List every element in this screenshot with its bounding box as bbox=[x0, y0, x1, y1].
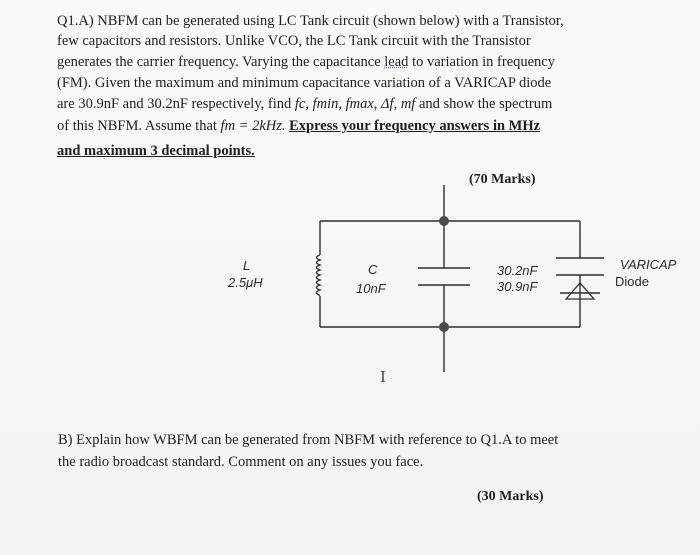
question-line-5-tail: and show the spectrum bbox=[415, 96, 553, 112]
part-b-marks: (30 Marks) bbox=[477, 489, 544, 504]
text-cursor-icon: I bbox=[380, 368, 386, 386]
frequency-terms-math: fc, fmin, fmax, Δf, mf bbox=[294, 96, 416, 112]
question-line-3-head: generates the carrier frequency. Varying the capacitance bbox=[57, 54, 385, 70]
question-line-4: (FM). Given the maximum and minimum capacitance variation of a VARICAP diode bbox=[57, 75, 552, 91]
part-b-line-2: the radio broadcast standard. Comment on any issues you face. bbox=[58, 454, 424, 470]
diode-label: Diode bbox=[615, 274, 649, 289]
part-a-marks: (70 Marks) bbox=[469, 172, 536, 187]
varicap-label: VARICAP bbox=[620, 257, 677, 272]
fm-value-math: fm = 2kHz. bbox=[220, 118, 286, 134]
instruction-bold-2: and maximum 3 decimal points. bbox=[57, 143, 255, 159]
instruction-bold: Express your frequency answers in MHz bbox=[289, 118, 541, 134]
top-node-dot bbox=[439, 216, 449, 226]
inductor-symbol: L bbox=[243, 258, 251, 273]
question-line-1: Q1.A) NBFM can be generated using LC Tank circuit (shown below) with a Transistor, bbox=[57, 13, 564, 29]
question-line-3-tail: to variation in frequency bbox=[408, 54, 555, 70]
inductor-value: 2.5μH bbox=[228, 275, 263, 290]
lead-link-word[interactable]: lead bbox=[384, 54, 409, 70]
question-line-5-head: are 30.9nF and 30.2nF respectively, find bbox=[57, 96, 295, 112]
capacitor-symbol: C bbox=[368, 262, 378, 277]
varicap-value-min: 30.9nF bbox=[497, 279, 538, 294]
part-b-line-1: B) Explain how WBFM can be generated from NBFM with reference to Q1.A to meet bbox=[58, 432, 559, 448]
capacitor-value: 10nF bbox=[356, 281, 386, 296]
inductor-coil bbox=[317, 255, 321, 296]
varicap-value-max: 30.2nF bbox=[497, 263, 538, 278]
question-line-6-head: of this NBFM. Assume that bbox=[57, 118, 221, 134]
bottom-node-dot bbox=[439, 322, 449, 332]
question-line-2: few capacitors and resistors. Unlike VCO, the LC Tank circuit with the Transistor bbox=[57, 33, 531, 49]
